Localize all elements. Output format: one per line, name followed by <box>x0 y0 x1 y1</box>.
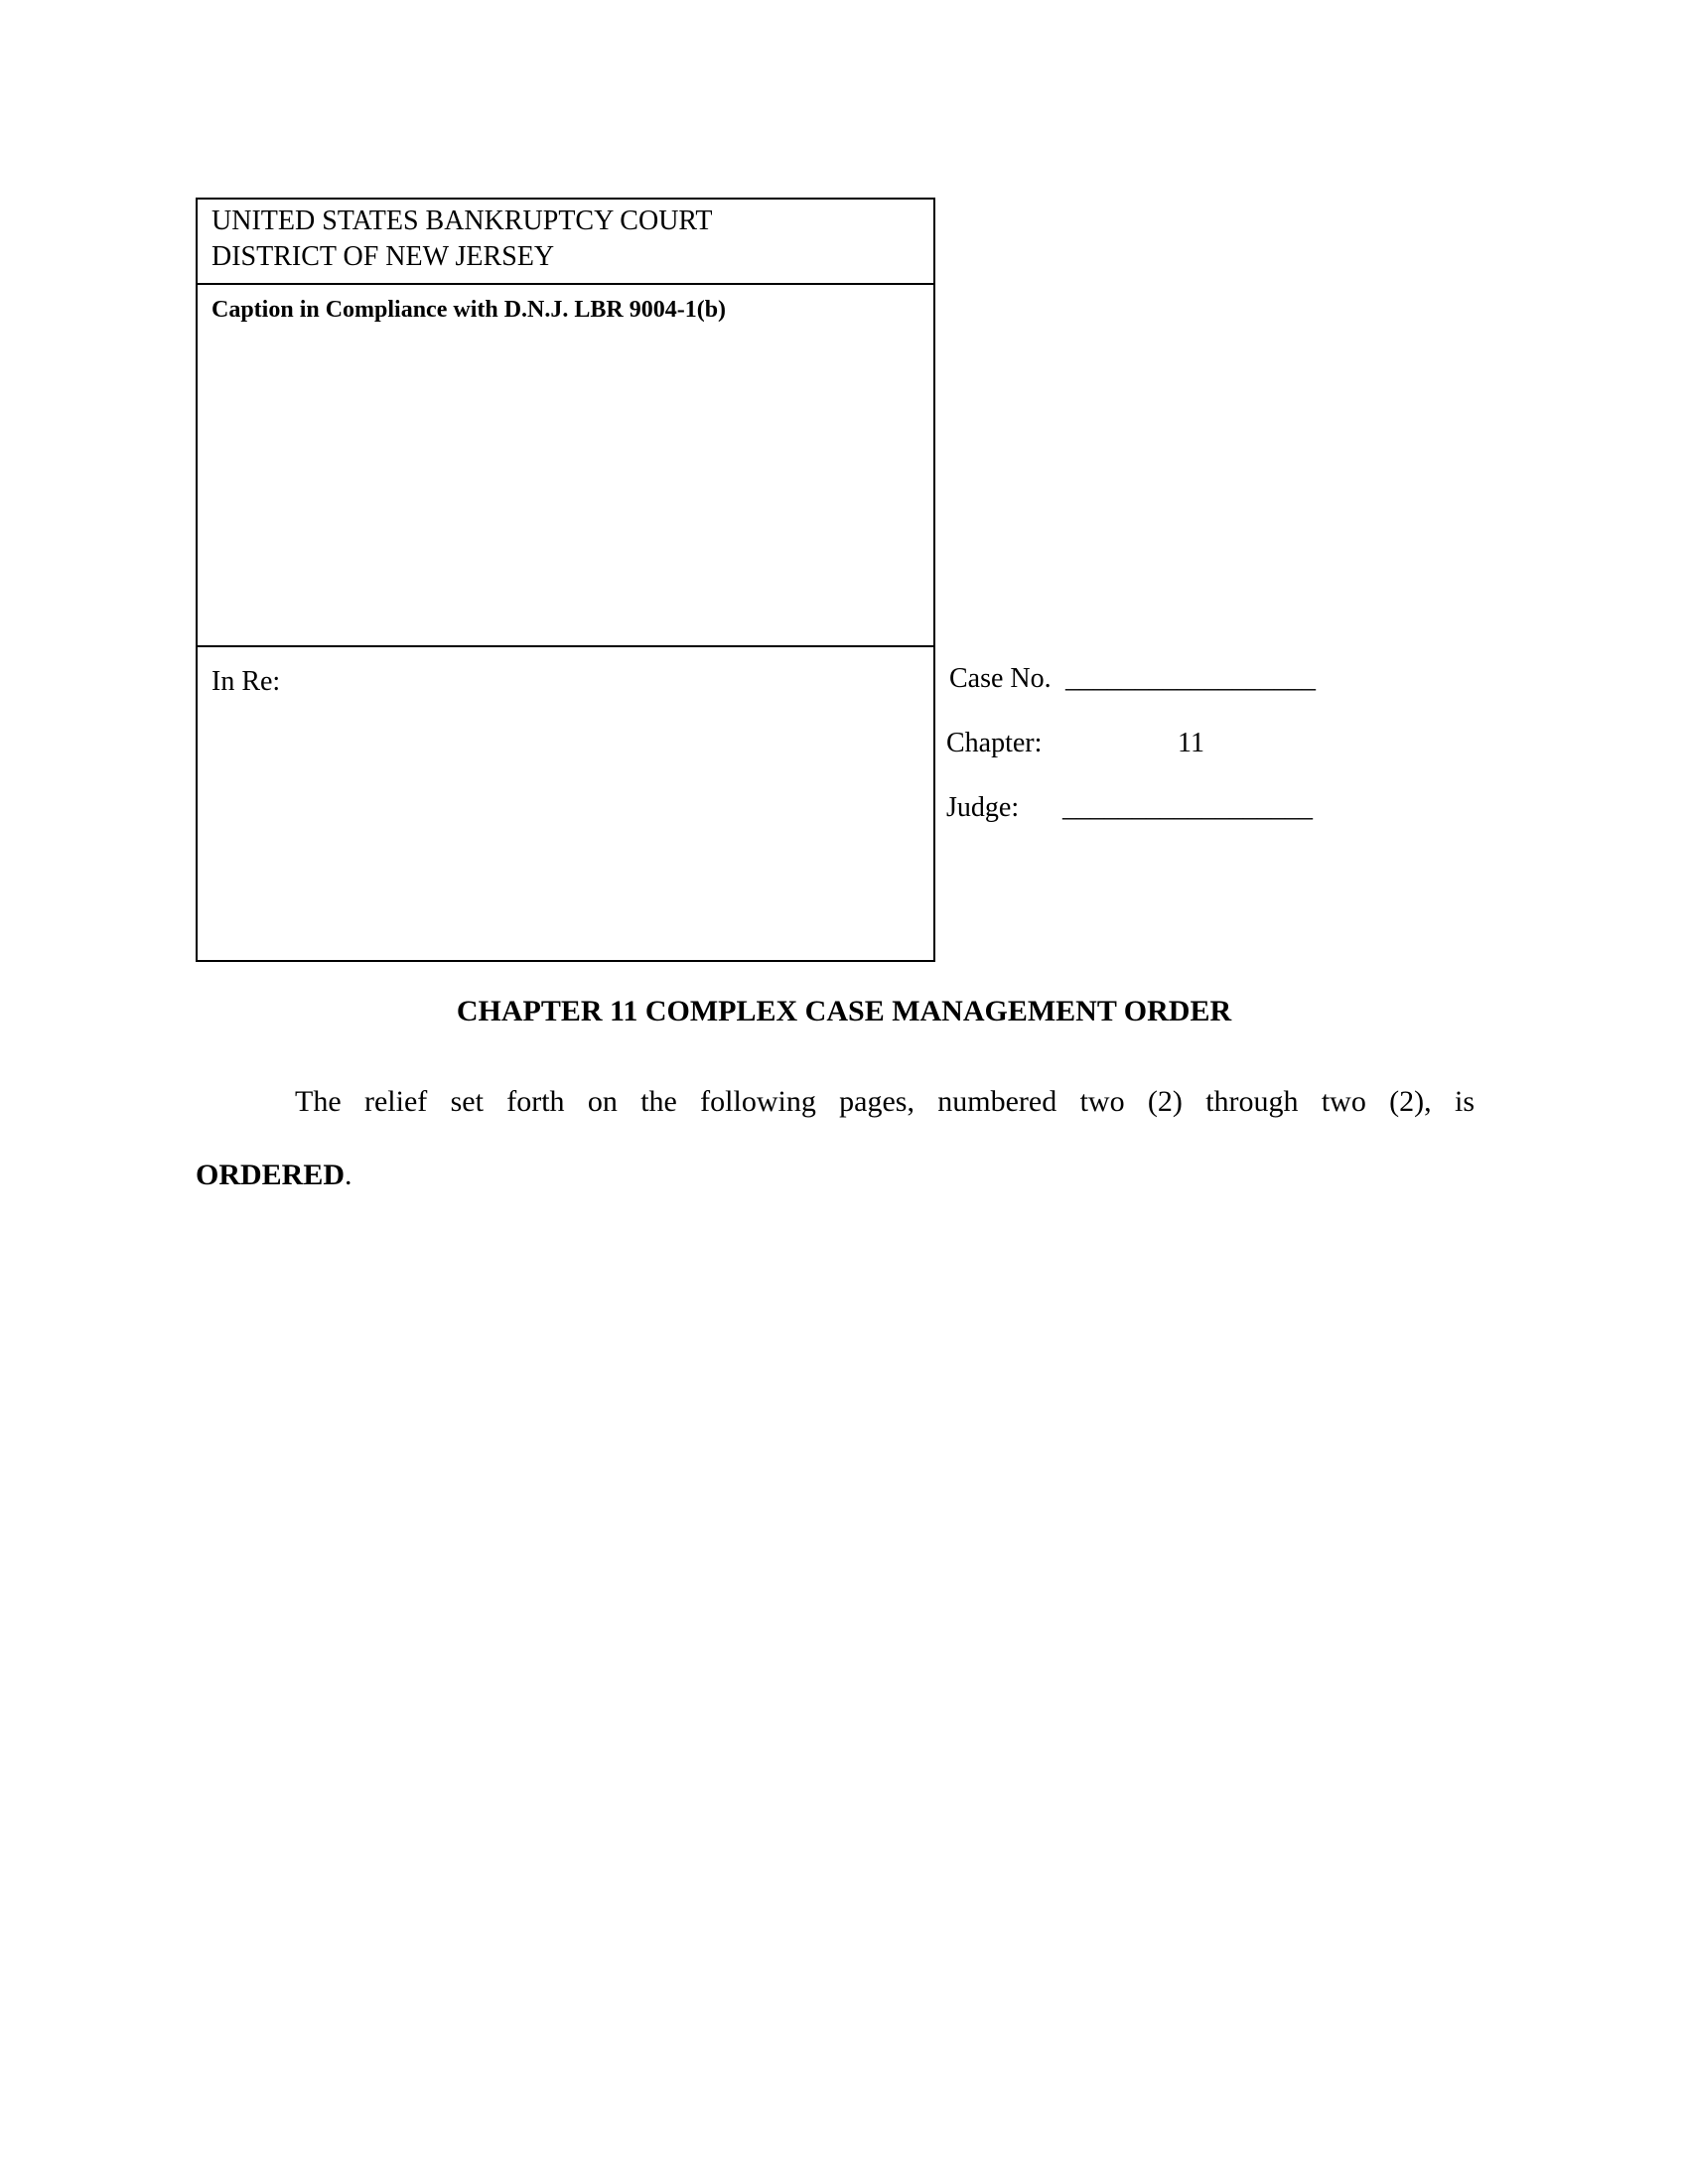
chapter-label: Chapter: <box>946 728 1043 758</box>
chapter-value: 11 <box>1178 728 1204 758</box>
order-paragraph <box>196 1065 1475 1212</box>
case-no-value: __________________ <box>1065 663 1316 694</box>
period: . <box>345 1159 352 1191</box>
judge-value: __________________ <box>1062 792 1313 823</box>
in-re-label: In Re: <box>211 666 281 697</box>
caption-compliance: Caption in Compliance with D.N.J. LBR 9004-1(b) <box>211 297 727 323</box>
judge-label: Judge: <box>946 792 1020 823</box>
order-title: CHAPTER 11 COMPLEX CASE MANAGEMENT ORDER <box>456 995 1232 1027</box>
court-line-2: DISTRICT OF NEW JERSEY <box>211 241 555 272</box>
court-name <box>211 204 713 275</box>
relief-sentence: The relief set forth on the following pages, numbered two (2) through two (2), is <box>295 1085 1475 1118</box>
divider <box>198 283 933 285</box>
divider <box>198 645 933 647</box>
caption-box <box>196 198 935 962</box>
case-no-label: Case No. <box>949 663 1052 694</box>
ordered-word: ORDERED <box>196 1159 346 1191</box>
court-line-1: UNITED STATES BANKRUPTCY COURT <box>211 205 713 236</box>
